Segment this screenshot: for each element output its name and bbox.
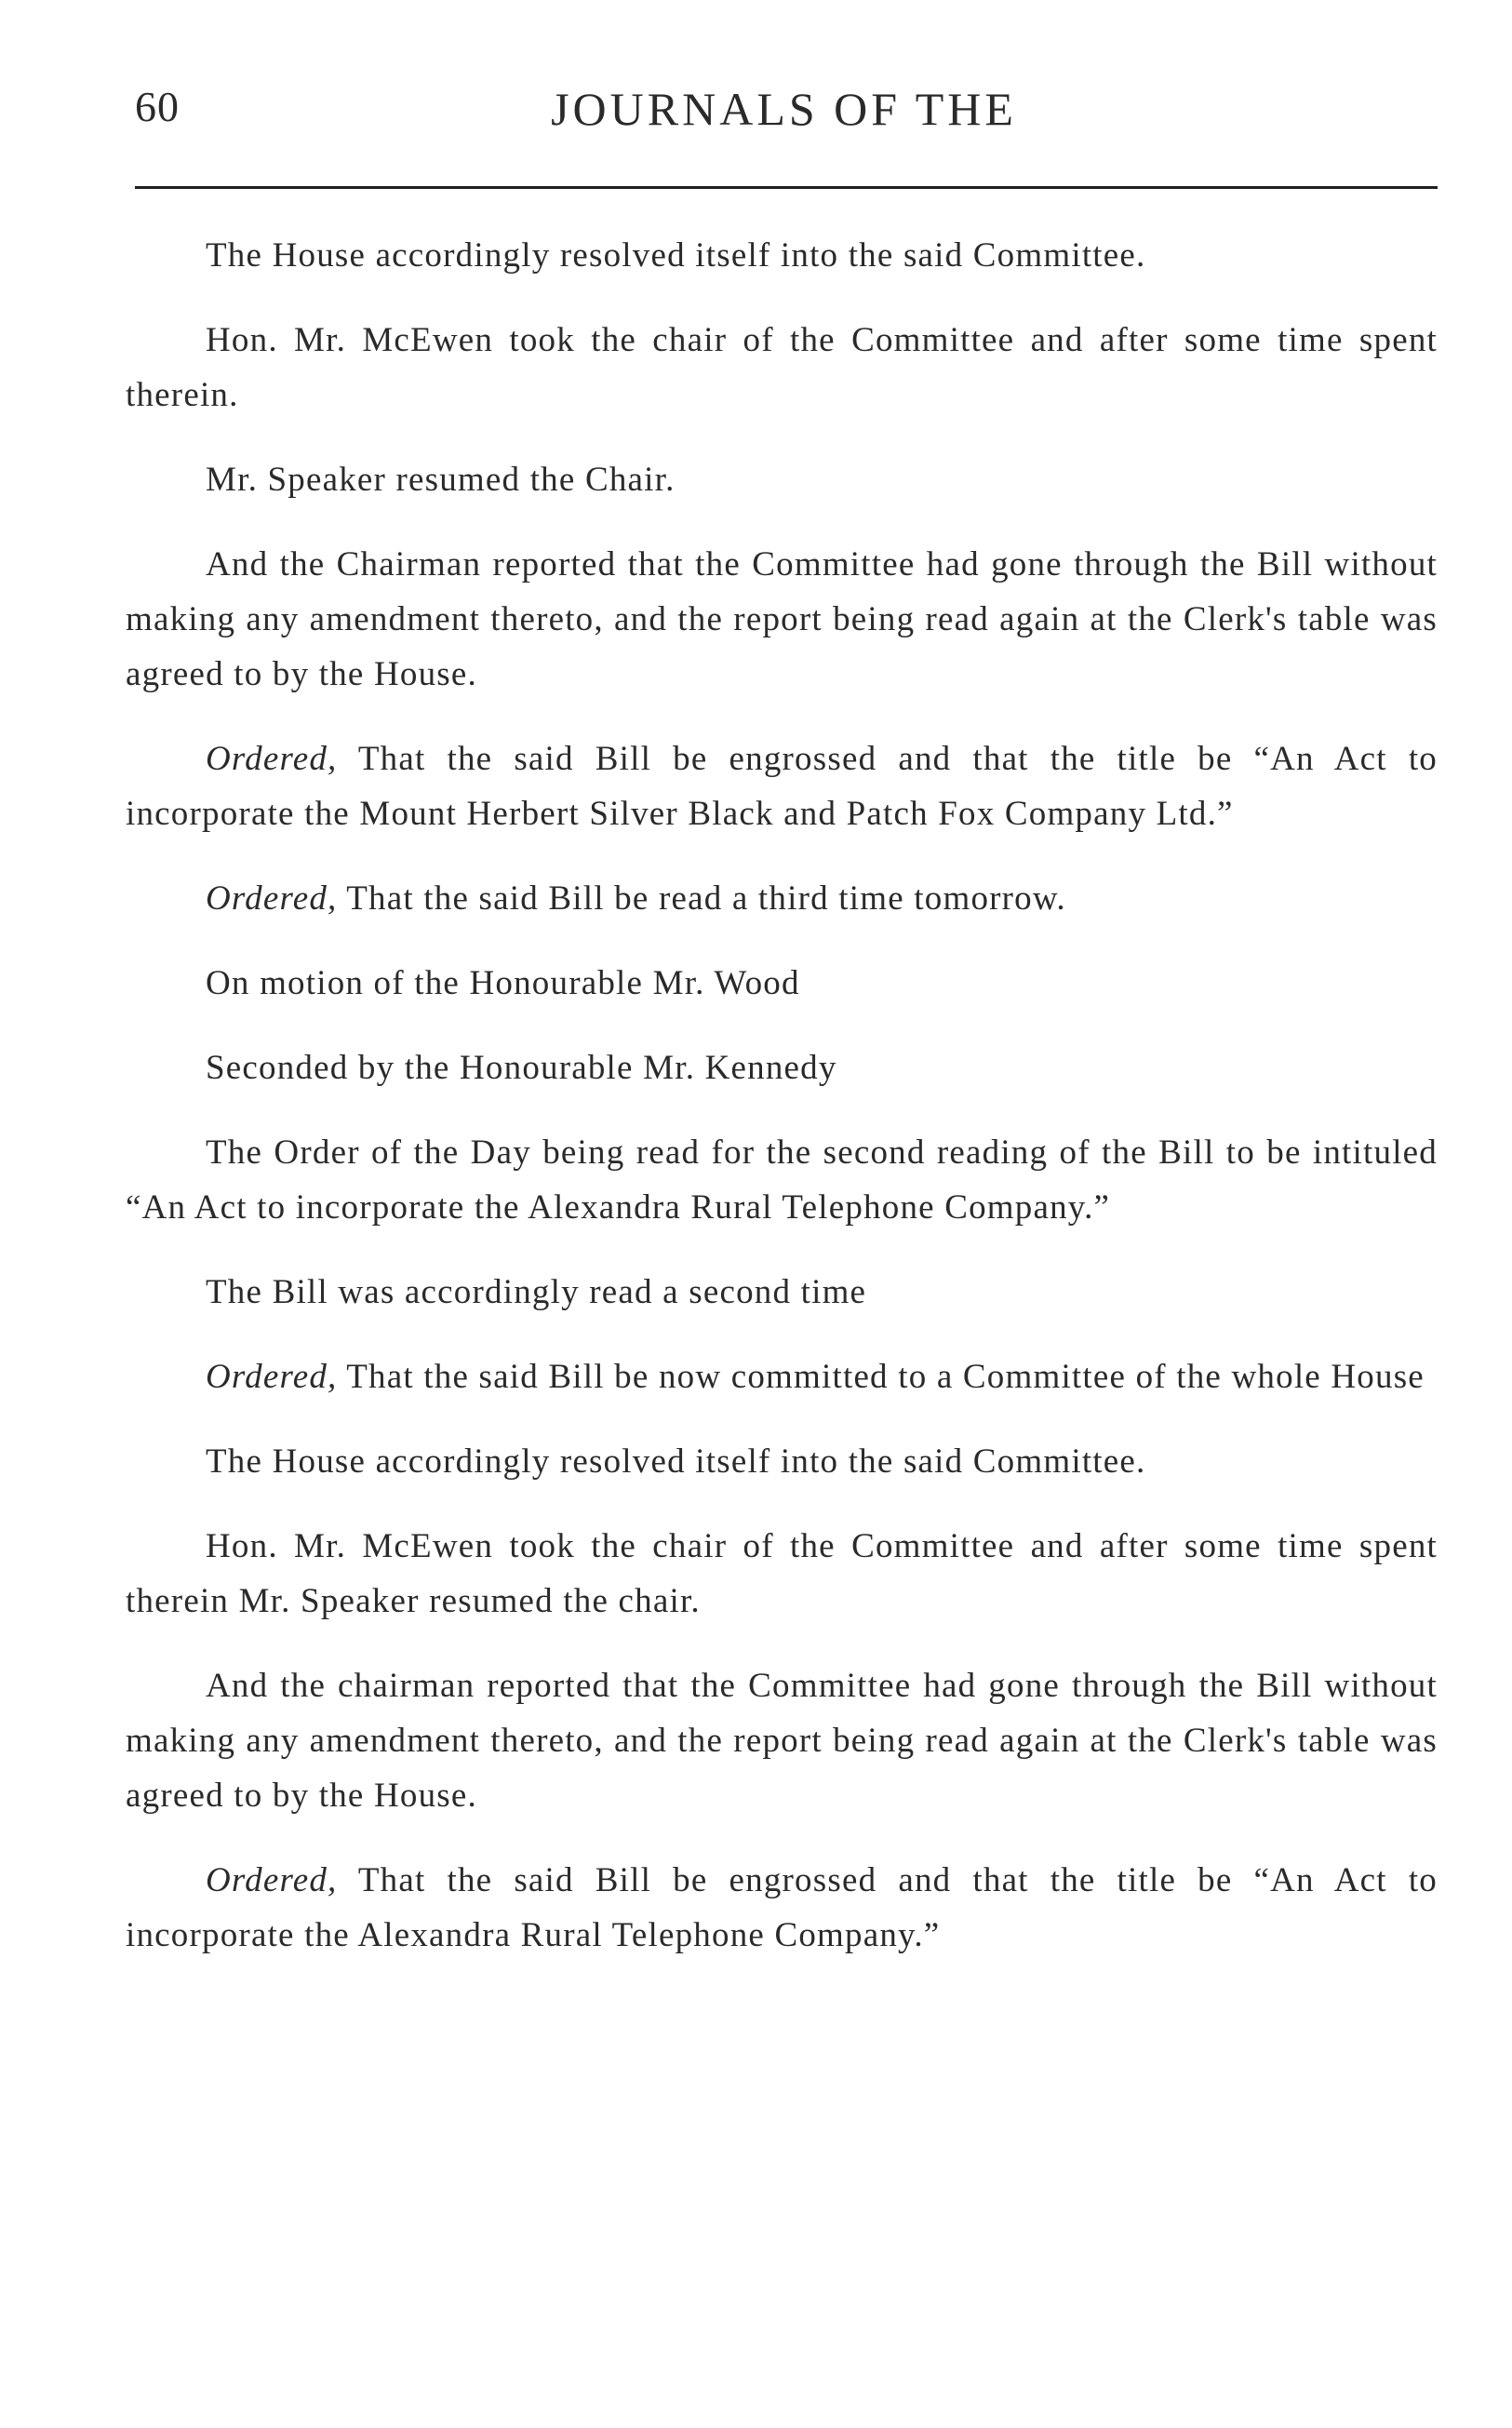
- paragraph-4: [126, 537, 1438, 702]
- paragraph-5: [126, 731, 1438, 841]
- paragraph-6: [126, 871, 1438, 926]
- paragraph-text: That the said Bill be engrossed and that the title be “An Act to incorporate the Mount Herbert Silver Black and Patch Fox Company Ltd.”: [126, 740, 1438, 833]
- paragraph-text: Mr. Speaker resumed the Chair.: [206, 461, 676, 499]
- paragraph-1: [126, 228, 1438, 283]
- header-rule: [135, 186, 1438, 189]
- paragraph-text: The House accordingly resolved itself into the said Committee.: [206, 1442, 1146, 1481]
- paragraph-text: Hon. Mr. McEwen took the chair of the Committee and after some time spent therein Mr. Speaker resumed the chair.: [126, 1527, 1438, 1620]
- paragraph-lead: Ordered,: [206, 740, 338, 778]
- paragraph-15: [126, 1853, 1438, 1963]
- page-header: [130, 82, 1438, 138]
- paragraph-3: [126, 452, 1438, 507]
- paragraph-text: That the said Bill be engrossed and that the title be “An Act to incorporate the Alexandra Rural Telephone Company.”: [126, 1861, 1438, 1954]
- paragraph-lead: Ordered,: [206, 879, 338, 918]
- page-number: 60: [135, 83, 180, 130]
- paragraph-10: [126, 1265, 1438, 1320]
- paragraph-8: [126, 1040, 1438, 1095]
- paragraph-12: [126, 1434, 1438, 1489]
- paragraph-text: That the said Bill be now committed to a Committee of the whole House: [337, 1358, 1425, 1396]
- paragraph-lead: Ordered,: [206, 1358, 338, 1396]
- paragraph-text: Seconded by the Honourable Mr. Kennedy: [206, 1049, 837, 1087]
- journal-body: [126, 228, 1438, 1992]
- paragraph-11: [126, 1349, 1438, 1404]
- paragraph-lead: Ordered,: [206, 1861, 338, 1899]
- running-head: JOURNALS OF THE: [551, 83, 1017, 135]
- paragraph-text: The House accordingly resolved itself into the said Committee.: [206, 236, 1146, 275]
- paragraph-text: Hon. Mr. McEwen took the chair of the Committee and after some time spent therein.: [126, 321, 1438, 414]
- paragraph-text: On motion of the Honourable Mr. Wood: [206, 964, 800, 1002]
- paragraph-14: [126, 1658, 1438, 1823]
- paragraph-text: That the said Bill be read a third time tomorrow.: [337, 879, 1066, 918]
- paragraph-13: [126, 1519, 1438, 1629]
- paragraph-7: [126, 956, 1438, 1011]
- paragraph-9: [126, 1125, 1438, 1235]
- paragraph-2: [126, 313, 1438, 423]
- paragraph-text: The Bill was accordingly read a second time: [206, 1273, 867, 1311]
- paragraph-text: And the Chairman reported that the Committee had gone through the Bill without making any amendment thereto, and the report being read again at the Clerk's table was agreed to by the House.: [126, 545, 1438, 693]
- paragraph-text: And the chairman reported that the Committee had gone through the Bill without making any amendment thereto, and the report being read again at the Clerk's table was agreed to by the House.: [126, 1667, 1438, 1815]
- paragraph-text: The Order of the Day being read for the second reading of the Bill to be intituled “An Act to incorporate the Alexandra Rural Telephone Company.”: [126, 1134, 1438, 1227]
